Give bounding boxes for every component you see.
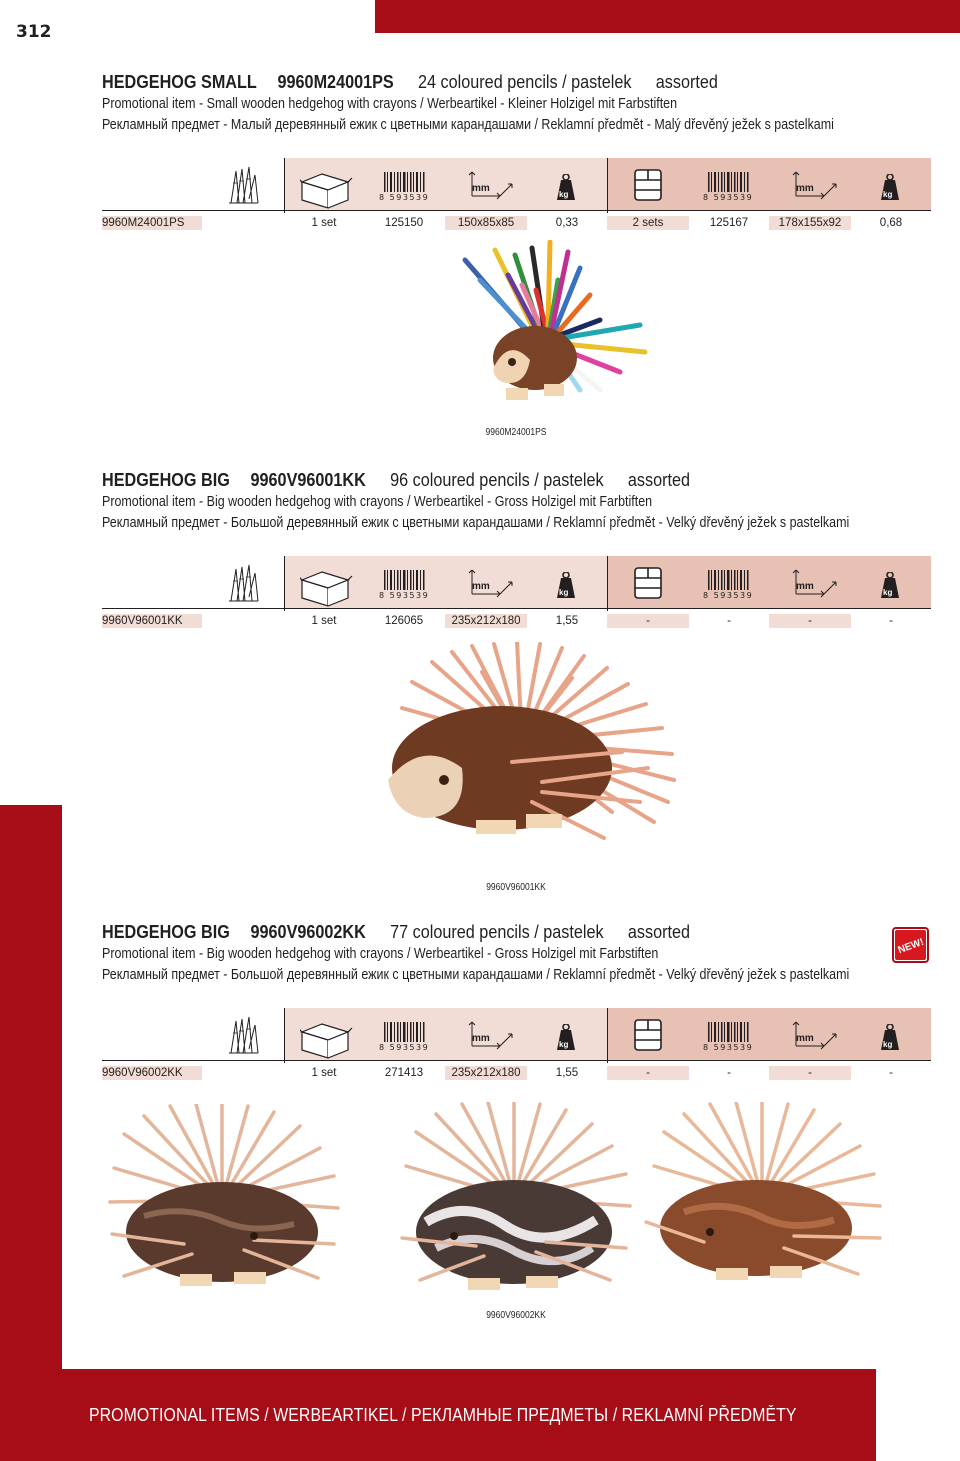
- new-badge: [892, 927, 929, 963]
- cell-carton-dims: -: [769, 1066, 851, 1080]
- svg-text:mm: mm: [796, 183, 814, 194]
- product-description-en-de: Promotional item - Small wooden hedgehog with crayons / Werbeartikel - Kleiner Holzigel mit Farbstiften: [102, 96, 678, 112]
- cell-code: 9960V96001KK: [102, 614, 202, 628]
- svg-text:kg: kg: [883, 588, 893, 597]
- svg-text:mm: mm: [472, 183, 490, 194]
- svg-text:kg: kg: [559, 588, 569, 597]
- svg-text:mm: mm: [472, 1033, 490, 1044]
- dimensions-icon: [470, 570, 516, 600]
- barcode-icon: [702, 1022, 752, 1052]
- dimensions-icon: [470, 172, 516, 202]
- product-description-en-de: Promotional item - Big wooden hedgehog with crayons / Werbeartikel - Gross Holzigel mit Farbstiften: [102, 946, 659, 962]
- product-photo-hedgehog-small: [440, 240, 660, 420]
- svg-text:mm: mm: [796, 581, 814, 592]
- dimensions-icon: [794, 570, 840, 600]
- pencils-icon: [228, 1015, 260, 1055]
- pencils-icon: [228, 563, 260, 603]
- cell-carton-weight: 0,68: [879, 217, 903, 229]
- cell-code: 9960M24001PS: [102, 216, 202, 230]
- product-photo-hedgehog-light: [644, 1102, 884, 1298]
- cell-carton-dims: 178x155x92: [769, 216, 851, 230]
- product-code: 9960M24001PS: [277, 72, 394, 92]
- carton-stack-icon: [634, 567, 664, 601]
- cell-carton-dims: -: [769, 614, 851, 628]
- product-pencil-count: 77 coloured pencils / pastelek: [390, 922, 604, 942]
- cell-carton-ean: 125167: [709, 217, 749, 229]
- product-name: HEDGEHOG SMALL: [102, 72, 257, 92]
- product-photo-caption: 9960V96001KK: [486, 882, 546, 893]
- cell-ean: 125150: [384, 217, 424, 229]
- product-photo-hedgehog-dark: [104, 1104, 340, 1300]
- svg-text:8 593539: 8 593539: [379, 193, 430, 202]
- svg-text:8 593539: 8 593539: [703, 591, 754, 600]
- svg-text:8 593539: 8 593539: [379, 591, 430, 600]
- dimensions-icon: [470, 1022, 516, 1052]
- weight-icon: [880, 572, 900, 600]
- product-data-row: [102, 1066, 931, 1080]
- cell-weight: 1,55: [555, 1067, 579, 1079]
- barcode-icon: [378, 1022, 428, 1052]
- svg-text:kg: kg: [559, 190, 569, 199]
- dimensions-icon: [794, 1022, 840, 1052]
- product-hedgehog-big-96: [0, 470, 960, 900]
- svg-text:mm: mm: [472, 581, 490, 592]
- cell-dims: 150x85x85: [445, 216, 527, 230]
- box-icon: [300, 170, 354, 210]
- weight-icon: [880, 174, 900, 202]
- product-photo-hedgehog-big-96: [372, 642, 682, 857]
- cell-carton-weight: -: [889, 615, 893, 627]
- cell-ean: 271413: [384, 1067, 424, 1079]
- cell-pack: 1 set: [311, 217, 337, 229]
- product-photo-hedgehog-marble: [396, 1102, 632, 1302]
- page-number: 312: [16, 22, 52, 42]
- svg-text:NEW!: NEW!: [896, 936, 926, 957]
- cell-carton-ean: -: [727, 1067, 731, 1079]
- product-code: 9960V96001KK: [250, 470, 366, 490]
- product-variant: assorted: [627, 470, 691, 490]
- product-title: [102, 470, 690, 491]
- product-hedgehog-big-77: [0, 922, 960, 1332]
- carton-stack-icon: [634, 169, 664, 203]
- product-title: [102, 922, 690, 943]
- weight-icon: [880, 1024, 900, 1052]
- product-description-en-de: Promotional item - Big wooden hedgehog with crayons / Werbeartikel - Gross Holzigel mit Farbtiften: [102, 494, 653, 510]
- svg-text:kg: kg: [883, 1040, 893, 1049]
- cell-dims: 235x212x180: [445, 1066, 527, 1080]
- product-description-ru-cz: Рекламный предмет - Большой деревянный ежик с цветными карандашами / Reklamní předmět - Velký dřevěný ježek s pastelkami: [102, 967, 850, 983]
- product-title: [102, 72, 718, 93]
- dimensions-icon: [794, 172, 840, 202]
- svg-text:kg: kg: [559, 1040, 569, 1049]
- product-name: HEDGEHOG BIG: [102, 470, 230, 490]
- cell-pack: 1 set: [311, 615, 337, 627]
- cell-weight: 0,33: [555, 217, 579, 229]
- cell-carton-pack: -: [607, 1066, 689, 1080]
- barcode-icon: [702, 570, 752, 600]
- cell-carton-pack: -: [607, 614, 689, 628]
- product-code: 9960V96002KK: [250, 922, 366, 942]
- box-icon: [300, 568, 354, 608]
- cell-weight: 1,55: [555, 615, 579, 627]
- cell-code: 9960V96002KK: [102, 1066, 202, 1080]
- cell-carton-pack: 2 sets: [607, 216, 689, 230]
- product-name: HEDGEHOG BIG: [102, 922, 230, 942]
- cell-dims: 235x212x180: [445, 614, 527, 628]
- box-icon: [300, 1020, 354, 1060]
- svg-text:mm: mm: [796, 1033, 814, 1044]
- product-description-ru-cz: Рекламный предмет - Малый деревянный ежик с цветными карандашами / Reklamní předmět - Malý dřevěný ježek s pastelkami: [102, 117, 834, 133]
- cell-carton-ean: -: [727, 615, 731, 627]
- product-variant: assorted: [655, 72, 718, 92]
- footer-text: PROMOTIONAL ITEMS / WERBEARTIKEL / РЕКЛАМНЫЕ ПРЕДМЕТЫ / REKLAMNÍ PŘEDMĚTY: [89, 1405, 797, 1425]
- product-description-ru-cz: Рекламный предмет - Большой деревянный ежик с цветными карандашами / Reklamní předmět - Velký dřevěný ježek s pastelkami: [102, 515, 850, 531]
- svg-text:8 593539: 8 593539: [379, 1043, 430, 1052]
- product-photo-caption: 9960V96002KK: [486, 1310, 546, 1321]
- weight-icon: [556, 572, 576, 600]
- cell-carton-weight: -: [889, 1067, 893, 1079]
- pencils-icon: [228, 165, 260, 205]
- cell-ean: 126065: [384, 615, 424, 627]
- carton-stack-icon: [634, 1019, 664, 1053]
- barcode-icon: [702, 172, 752, 202]
- weight-icon: [556, 1024, 576, 1052]
- product-variant: assorted: [627, 922, 691, 942]
- product-hedgehog-small: [0, 72, 960, 452]
- cell-pack: 1 set: [311, 1067, 337, 1079]
- product-photo-caption: 9960M24001PS: [485, 427, 547, 438]
- weight-icon: [556, 174, 576, 202]
- product-pencil-count: 24 coloured pencils / pastelek: [418, 72, 632, 92]
- product-data-row: [102, 614, 931, 628]
- top-accent-bar: [375, 0, 960, 33]
- barcode-icon: [378, 570, 428, 600]
- product-data-row: [102, 216, 931, 230]
- barcode-icon: [378, 172, 428, 202]
- svg-text:8 593539: 8 593539: [703, 193, 754, 202]
- product-pencil-count: 96 coloured pencils / pastelek: [390, 470, 604, 490]
- svg-text:kg: kg: [883, 190, 893, 199]
- svg-text:8 593539: 8 593539: [703, 1043, 754, 1052]
